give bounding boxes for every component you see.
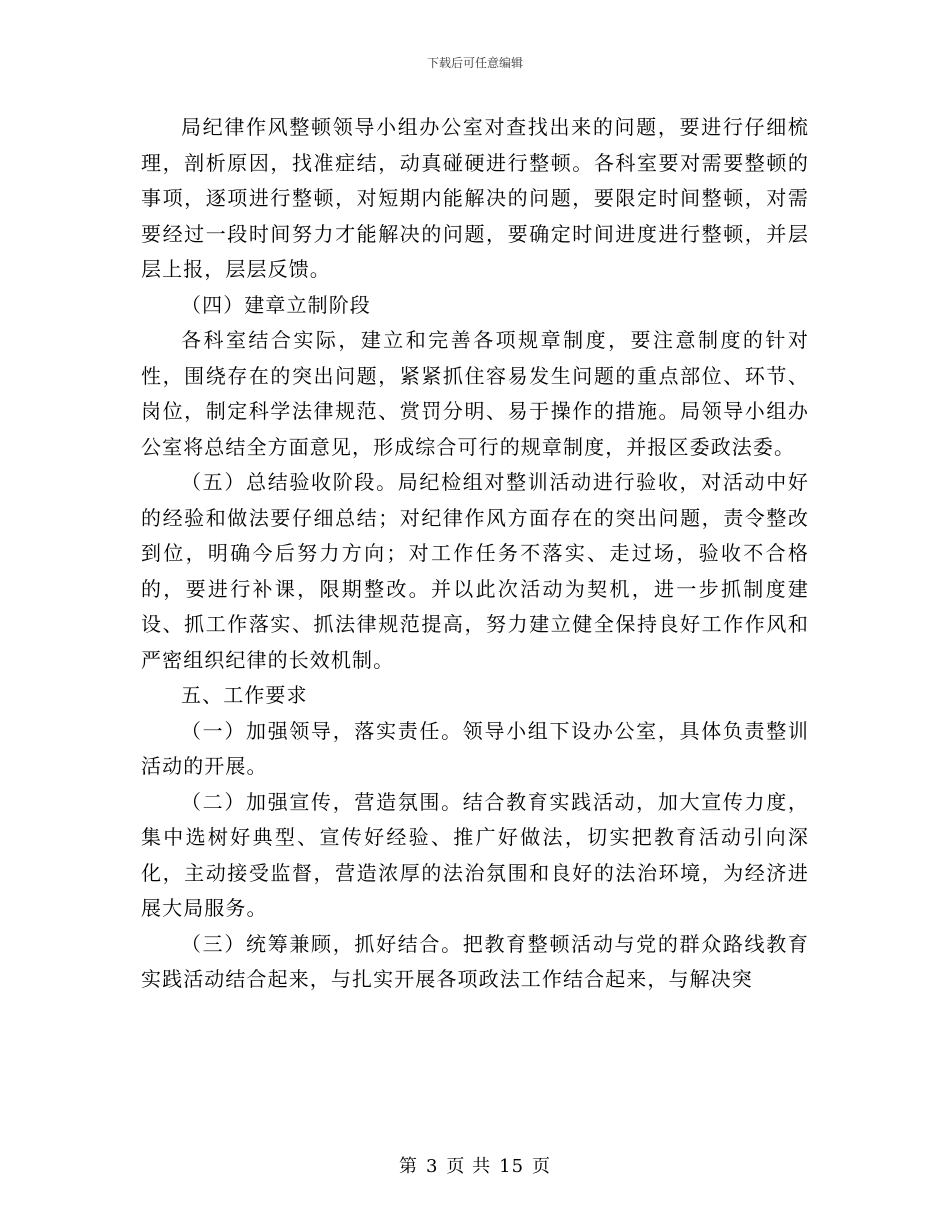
paragraph-5: （二）加强宣传，营造氛围。结合教育实践活动，加大宣传力度，集中选树好典型、宣传好经验、推广好做法，切实把教育活动引向深化，主动接受监督，营造浓厚的法治氛围和良好的法治环境，为经济进展大局服务。 xyxy=(141,789,809,920)
header-text: 下载后可任意编辑 xyxy=(426,56,523,70)
page-label-suffix: 页 xyxy=(532,1156,552,1177)
paragraph-2: 各科室结合实际，建立和完善各项规章制度，要注意制度的针对性，围绕存在的突出问题，紧紧抓住容易发生问题的重点部位、环节、岗位，制定科学法律规范、赏罚分明、易于操作的措施。局领导小组办公室将总结全方面意见，形成综合可行的规章制度，并报区委政法委。 xyxy=(141,328,809,459)
current-page-number: 3 xyxy=(425,1156,439,1177)
section-heading-5: 五、工作要求 xyxy=(181,683,308,707)
paragraph-3: （五）总结验收阶段。局纪检组对整训活动进行验收，对活动中好的经验和做法要仔细总结；对纪律作风方面存在的突出问题，责令整改到位，明确今后努力方向；对工作任务不落实、走过场，验收不合格的，要进行补课，限期整改。并以此次活动为契机，进一步抓制度建设、抓工作落实、抓法律规范提高，努力建立健全保持良好工作作风和严密组织纪律的长效机制。 xyxy=(141,470,809,672)
section-heading-4: （四）建章立制阶段 xyxy=(181,292,371,317)
total-pages-number: 15 xyxy=(499,1156,525,1177)
paragraph-1: 局纪律作风整顿领导小组办公室对查找出来的问题，要进行仔细梳理，剖析原因，找准症结，动真碰硬进行整顿。各科室要对需要整顿的事项，逐项进行整顿，对短期内能解决的问题，要限定时间整顿，对需要经过一段时间努力才能解决的问题，要确定时间进度进行整顿，并层层上报，层层反馈。 xyxy=(141,115,809,281)
page-label-middle: 页 共 xyxy=(446,1156,492,1177)
page-header xyxy=(0,54,950,71)
page-footer xyxy=(0,1152,950,1178)
document-body xyxy=(141,110,809,998)
paragraph-6: （三）统筹兼顾，抓好结合。把教育整顿活动与党的群众路线教育实践活动结合起来，与扎实开展各项政法工作结合起来，与解决突 xyxy=(141,931,809,991)
paragraph-4: （一）加强领导，落实责任。领导小组下设办公室，具体负责整训活动的开展。 xyxy=(141,718,809,778)
page-label-prefix: 第 xyxy=(398,1156,418,1177)
